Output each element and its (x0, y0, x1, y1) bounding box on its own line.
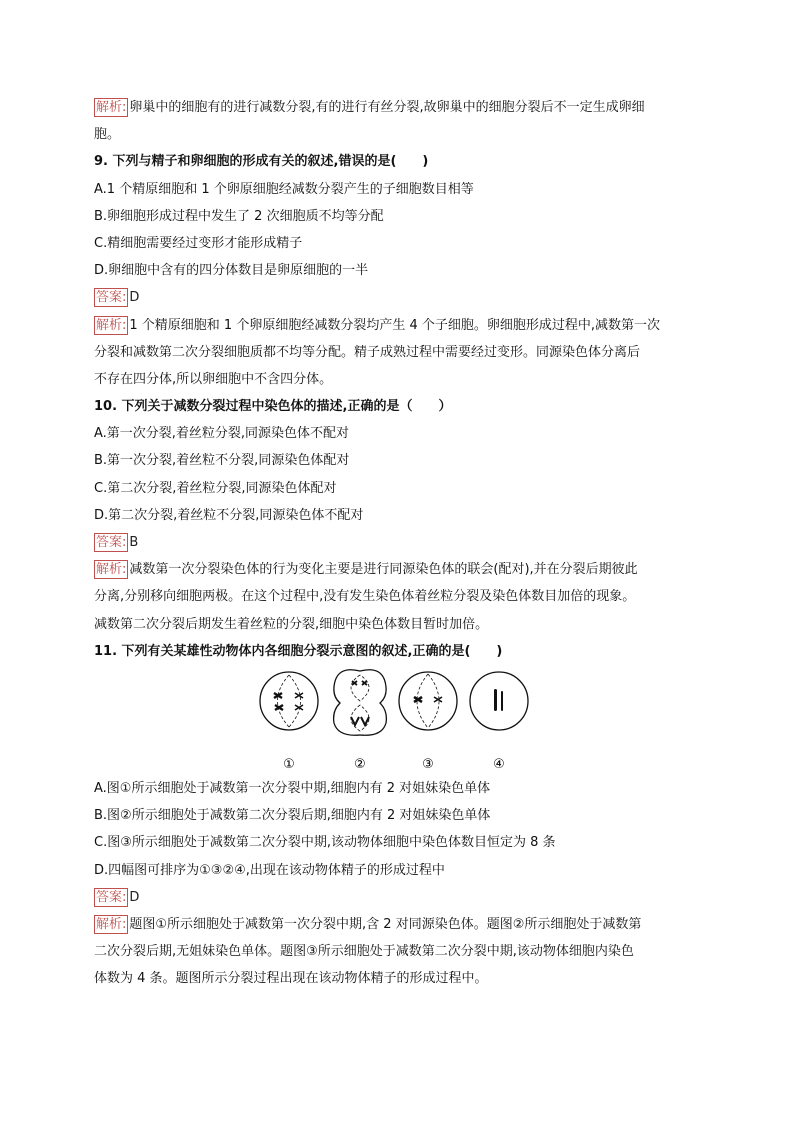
q9-analysis-line: 分裂和减数第二次分裂细胞质都不均等分配。精子成熟过程中需要经过变形。同源染色体分离后 (94, 344, 641, 360)
q9-analysis-line (94, 312, 704, 339)
answer-tag: 答案: (96, 889, 127, 905)
q11-option-a: A.图①所示细胞处于减数第一次分裂中期,细胞内有 2 对姐妹染色单体 (94, 780, 491, 796)
q9-option-a: A.1 个精原细胞和 1 个卵原细胞经减数分裂产生的子细胞数目相等 (94, 181, 474, 197)
q8-analysis-line (94, 94, 704, 121)
figure-label-2: ② (354, 756, 366, 772)
document-page (94, 94, 704, 992)
q9-option-c: C.精细胞需要经过变形才能形成精子 (94, 235, 303, 251)
cell-4 (470, 672, 528, 730)
q11-answer (94, 884, 704, 911)
analysis-tag: 解析: (96, 317, 127, 333)
cell-diagrams (256, 667, 546, 773)
analysis-text: 减数第一次分裂染色体的行为变化主要是进行同源染色体的联会(配对),并在分裂后期彼此 (129, 562, 638, 578)
analysis-text: 卵巢中的细胞有的进行减数分裂,有的进行有丝分裂,故卵巢中的细胞分裂后不一定生成卵细 (129, 100, 645, 115)
q10-answer (94, 529, 704, 556)
q10-stem: 10. 下列关于减数分裂过程中染色体的描述,正确的是（ ） (94, 399, 452, 415)
q10-option-a: A.第一次分裂,着丝粒分裂,同源染色体不配对 (94, 426, 350, 442)
figure-label-3: ③ (422, 756, 434, 772)
answer-tag: 答案: (96, 290, 127, 306)
q9-analysis-line: 不存在四分体,所以卵细胞中不含四分体。 (94, 371, 333, 387)
q10-analysis-line: 减数第二次分裂后期发生着丝粒的分裂,细胞中染色体数目暂时加倍。 (94, 616, 489, 632)
figure-label-4: ④ (493, 756, 505, 772)
answer-value: B (129, 535, 139, 550)
answer-value: D (129, 889, 140, 905)
q9-stem: 9. 下列与精子和卵细胞的形成有关的叙述,错误的是( ) (94, 154, 429, 170)
q10-option-d: D.第二次分裂,着丝粒不分裂,同源染色体不配对 (94, 507, 364, 523)
cell-2 (334, 670, 387, 736)
q11-option-d: D.四幅图可排序为①③②④,出现在该动物体精子的形成过程中 (94, 862, 445, 878)
q10-analysis-line (94, 556, 704, 583)
q8-analysis-line: 胞。 (94, 127, 121, 143)
figure-label-1: ① (283, 756, 295, 772)
analysis-tag: 解析: (96, 916, 127, 932)
q10-option-c: C.第二次分裂,着丝粒分裂,同源染色体配对 (94, 480, 337, 496)
analysis-tag: 解析: (96, 562, 127, 578)
answer-value: D (129, 290, 140, 306)
analysis-text: 1 个精原细胞和 1 个卵原细胞经减数分裂均产生 4 个子细胞。卵细胞形成过程中,减数第一次 (129, 317, 660, 333)
q11-analysis-line (94, 911, 704, 938)
q11-analysis-line: 二次分裂后期,无姐妹染色单体。题图③所示细胞处于减数第二次分裂中期,该动物体细胞内染色 (94, 944, 634, 960)
q11-stem: 11. 下列有关某雄性动物体内各细胞分裂示意图的叙述,正确的是( ) (94, 643, 503, 659)
cell-1 (260, 672, 318, 730)
q11-option-b: B.图②所示细胞处于减数第二次分裂后期,细胞内有 2 对姐妹染色单体 (94, 808, 491, 824)
q9-option-b: B.卵细胞形成过程中发生了 2 次细胞质不均等分配 (94, 208, 384, 224)
cell-3 (399, 672, 457, 730)
cell-division-figure (94, 665, 704, 775)
q11-analysis-line: 体数为 4 条。题图所示分裂过程出现在该动物体精子的形成过程中。 (94, 971, 488, 987)
q10-analysis-line: 分离,分别移向细胞两极。在这个过程中,没有发生染色体着丝粒分裂及染色体数目加倍的现象。 (94, 589, 636, 605)
q9-option-d: D.卵细胞中含有的四分体数目是卵原细胞的一半 (94, 263, 369, 279)
analysis-text: 题图①所示细胞处于减数第一次分裂中期,含 2 对同源染色体。题图②所示细胞处于减数第 (129, 916, 642, 932)
analysis-tag: 解析: (96, 100, 127, 115)
q10-option-b: B.第一次分裂,着丝粒不分裂,同源染色体配对 (94, 453, 350, 469)
q9-answer (94, 284, 704, 311)
q11-option-c: C.图③所示细胞处于减数第二次分裂中期,该动物体细胞中染色体数目恒定为 8 条 (94, 835, 556, 851)
answer-tag: 答案: (96, 535, 127, 550)
